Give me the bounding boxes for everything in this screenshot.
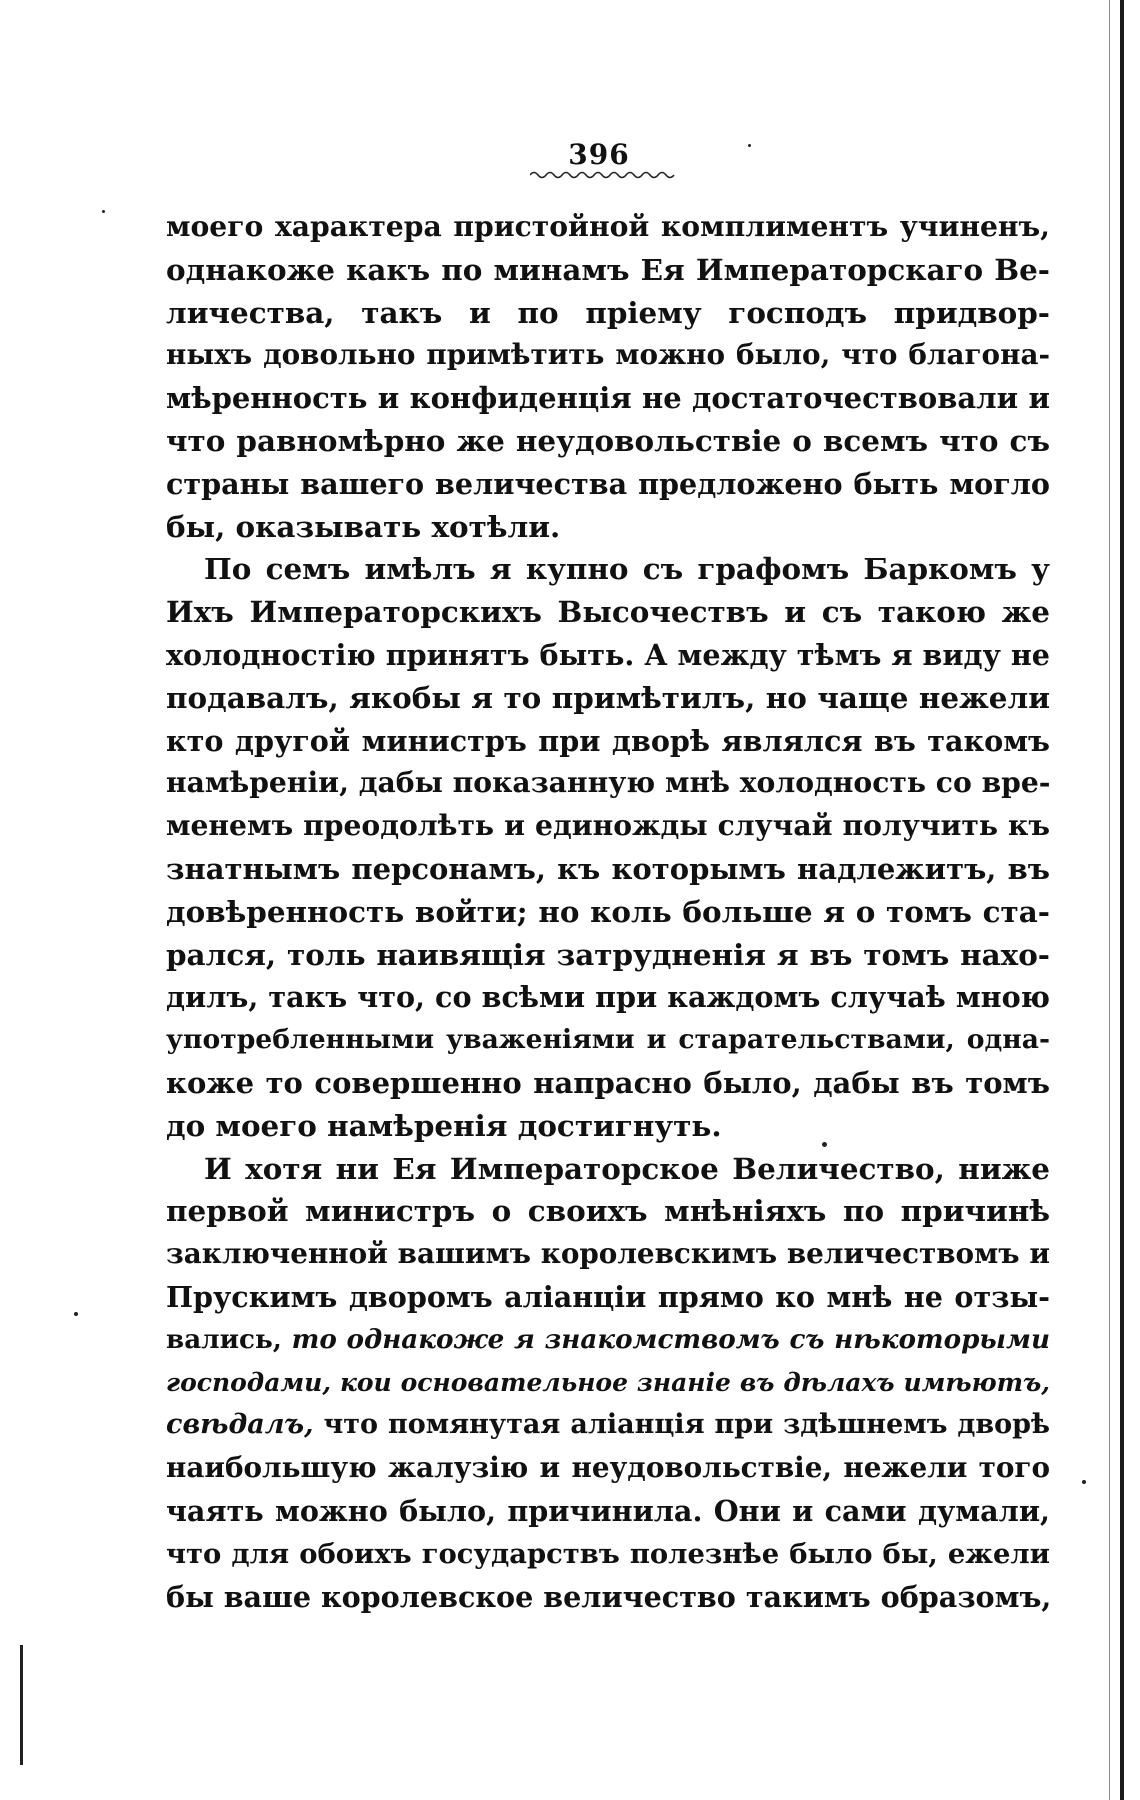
ink-speck <box>74 1312 78 1316</box>
text-line: первой министръ о своихъ мнѣніяхъ по причинѣ <box>166 1193 1050 1229</box>
decorative-wavy-rule <box>530 170 680 180</box>
scan-edge-right-thin <box>1109 0 1110 1800</box>
text-line: чаять можно было, причинила. Они и сами думали, <box>166 1493 1050 1528</box>
text-line: однакоже какъ по минамъ Ея Императорскаго Ве- <box>166 251 1050 287</box>
text-line <box>166 1319 1050 1362</box>
text-line <box>166 1404 1050 1447</box>
italic-fragment: то однакоже я знакомствомъ съ нѣкоторыми <box>291 1323 1050 1355</box>
ink-speck <box>822 1142 827 1147</box>
scan-edge-left <box>20 1645 23 1765</box>
text-line: наибольшую жалузію и неудовольствіе, нежели того <box>166 1451 1050 1485</box>
text-line: намѣреніи, дабы показанную мнѣ холодность со вре- <box>166 766 1051 800</box>
text-line: что равномѣрно же неудовольствіе о всемъ что съ <box>166 422 1050 458</box>
text-line: менемъ преодолѣть и единожды случай получить къ <box>166 809 1050 843</box>
text-line: бы ваше королевское величество такимъ образомъ, <box>166 1579 1052 1614</box>
text-line: холодностію принятъ быть. А между тѣмъ я виду не <box>166 637 1050 672</box>
text-line: ныхъ довольно примѣтить можно было, что благона- <box>166 338 1050 372</box>
text-line: Ихъ Императорскихъ Высочествъ и съ такою же <box>166 594 1050 630</box>
text-line: коже то совершенно напрасно было, дабы въ томъ <box>166 1065 1050 1100</box>
text-line: господами, кои основательное знаніе въ дѣлахъ имѣютъ, <box>166 1367 1050 1397</box>
body-text <box>166 206 1050 1618</box>
text-line: По семъ имѣлъ я купно съ графомъ Баркомъ у <box>204 551 1050 587</box>
text-line: моего характера пристойной комплиментъ учиненъ, <box>166 210 1050 243</box>
text-line: довѣренность войти; но коль больше я о томъ ста- <box>166 893 1050 929</box>
text-line: И хотя ни Ея Императорское Величество, ниже <box>204 1150 1050 1186</box>
text-line: заключенной вашимъ королевскимъ величествомъ и <box>166 1237 1050 1271</box>
text-line: дилъ, такъ что, со всѣми при каждомъ случаѣ мною <box>166 980 1050 1015</box>
text-line: до моего намѣренія достигнуть. <box>166 1107 722 1143</box>
text-line: мѣренность и конфиденція не достаточествовали и <box>166 381 1050 416</box>
text-line: подавалъ, якобы я то примѣтилъ, но чаще нежели <box>166 679 1050 715</box>
page-number: 396 <box>568 138 630 171</box>
ink-speck <box>1082 1480 1086 1484</box>
text-line: страны вашего величества предложено быть могло <box>166 466 1050 501</box>
text-line: рался, толь наивящія затрудненія я въ томъ нахо- <box>166 936 1050 972</box>
text-fragment: что помянутая аліанція при здѣшнемъ дворѣ <box>323 1409 1050 1441</box>
text-fragment: вались, <box>166 1323 282 1355</box>
scan-edge-right <box>1120 0 1124 1800</box>
text-line: личества, такъ и по пріему господъ придвор- <box>166 294 1050 330</box>
text-line: что для обоихъ государствъ полезнѣе было бы, ежели <box>166 1537 1050 1570</box>
text-line: Прускимъ дворомъ аліанціи прямо ко мнѣ не отзы- <box>166 1279 1050 1314</box>
ink-speck <box>102 210 105 213</box>
ink-speck <box>748 144 751 147</box>
text-line: употребленными уваженіями и старательствами, одна- <box>166 1024 1050 1056</box>
text-line: кто другой министръ при дворѣ являлся въ такомъ <box>166 723 1050 758</box>
text-line: знатнымъ персонамъ, къ которымъ надлежитъ, въ <box>166 851 1050 886</box>
text-line: бы, оказывать хотѣли. <box>166 508 561 544</box>
italic-fragment: свѣдалъ, <box>166 1409 314 1441</box>
